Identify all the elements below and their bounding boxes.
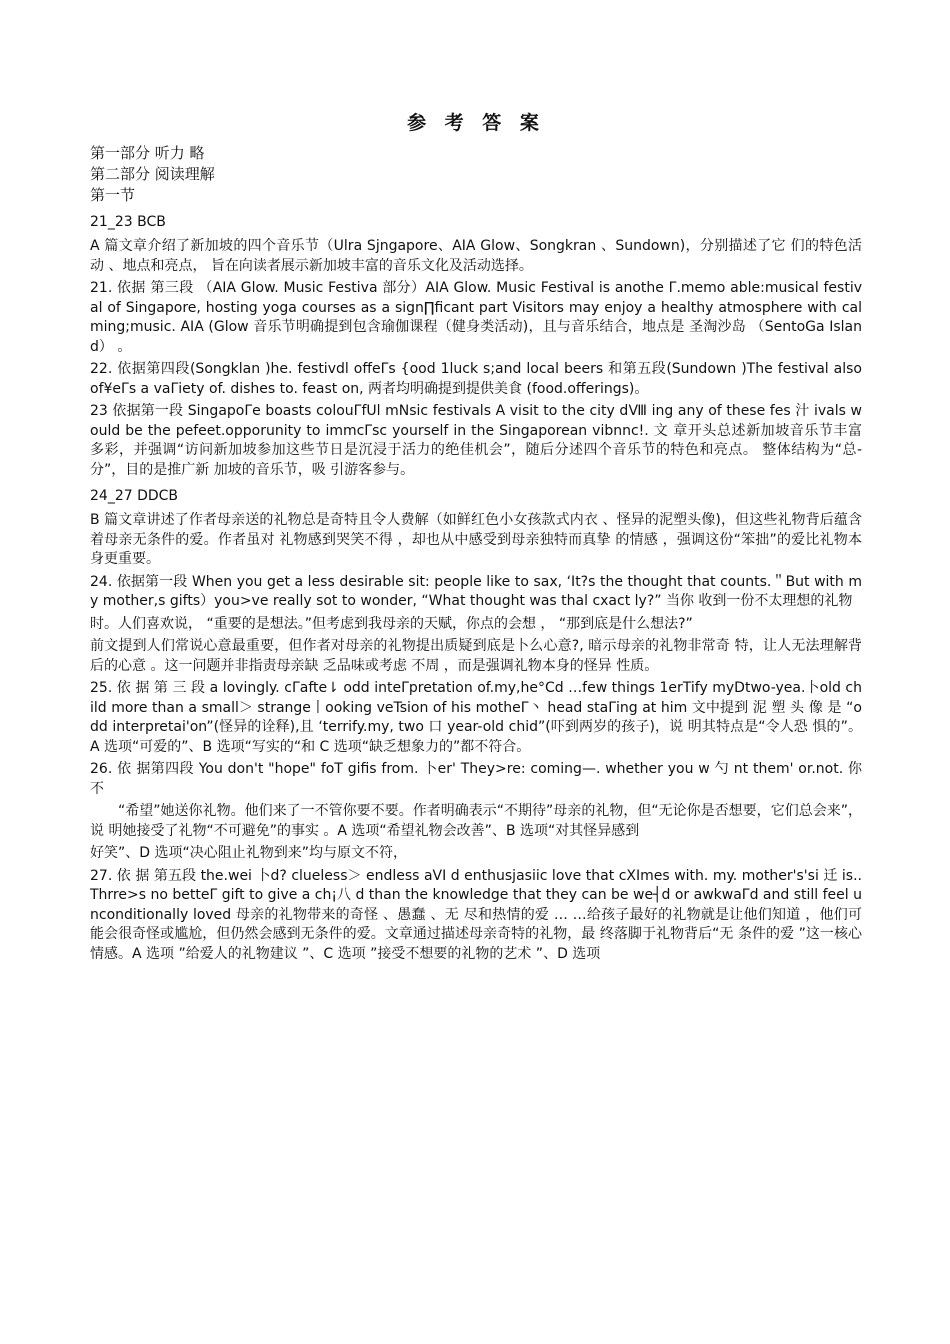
explanation-21: 21. 依据 第三段 （AIA Glow. Music Festiva 部分）AIA Glow. Music Festival is anothe Γ.memo able:musical festival of Singapore, hosting yoga courses as a sign∏ficant part Visitors may enjoy a healthy atmosphere with calming;music. AIA (Glow 音乐节明确提到包含瑜伽课程（健身类活动)，且与音乐结合，地点是 圣淘沙岛 （SentoGa Island） 。: [90, 280, 862, 355]
answer-key-document: [90, 108, 862, 967]
explanation-26-end: 好笑”、D 选项“决心阻止礼物到来”均与原文不符，: [90, 845, 407, 861]
answer-key-24-27: 24_27 DDCB: [90, 488, 179, 504]
explanation-27: 27. 依 据 第五段 the.wei 卜d? clueless＞ endless aVI d enthusjasiic love that cXImes with. my. mother's'si 迁 is..Thrre>s no betteΓ gift to give a ch¡八 d than the knowledge that they can be we┤d or awkwaΓd and still feel unconditionally loved 母亲的礼物带来的奇怪 、愚蠢 、无 尽和热情的爱 … …给孩子最好的礼物就是让他们知道 ，他们可 能会很奇怪或尴尬，但仍然会感到无条件的爱。文章通过描述母亲奇特的礼物，最 终落脚于礼物背后“无 条件的爱 ”这一核心情感。A 选项 ”给爱人的礼物建议 ”、C 选项 ”接受不想要的礼物的艺术 ”、D 选项: [90, 867, 862, 962]
explanation-23: 23 依据第一段 SingapoΓe boasts colouΓfUl mNsic festivals A visit to the city dⅧ ing any of these fes 汁 ivals would be the pefeet.opporunity to immcΓsc yourself in the Singaporean vibnnc!. 文 章开头总述新加坡音乐节丰富 多彩，并强调“访问新加坡参加这些节日是沉浸于活力的绝佳机会”，随后分述四个音乐节的特色和亮点。 整体结构为“总-分”，目的是推广新 加坡的音乐节，吸 引游客参与。: [90, 403, 862, 478]
explanation-24-analysis: 前文提到人们常说心意最重要，但作者对母亲的礼物提出质疑到底是卜么心意?, 暗示母亲的礼物非常奇 特，让人无法理解背后的心意 。这一问题并非指责母亲缺 乏品味或考虑 不周 ，而是强调礼物本身的怪异 性质。: [90, 638, 862, 674]
explanation-24: 24. 依据第一段 When you get a less desirable sit: people like to sax, ‘It?s the thought that counts.＂But with my mother,s gifts）you>ve really sot to wonder, “What thought was thal cxact ly?” 当你 收到一份不太理想的礼物: [90, 573, 862, 609]
explanation-22: 22. 依据第四段(Songklan )he. festivdl offeΓs {ood 1luck s;and local beers 和第五段(Sundown )The festival also of¥eΓs a vaΓiety of. dishes to. feast on, 两者均明确提到提供美食 (food.offerings)。: [90, 361, 862, 397]
part-one-heading: 第一部分 听力 略: [90, 144, 205, 162]
explanation-24-translation: 时。人们喜欢说， “重要的是想法。”但考虑到我母亲的天赋，你点的会想 ， “那到底是什么想法?”: [90, 615, 693, 632]
explanation-25: 25. 依 据 第 三 段 a lovingly. cΓafte⇂ odd inteΓpretation of.my,he°Cd …few things 1erTify myDtwo-yea.卜old child more than a small＞ strange丨ooking veTsion of his motheΓ丶 head staΓing at him 文中提到 泥 塑 头 像 是 “odd interpretai'on”(怪异的诠释),且 ‘terrify.my, two 口 year-old chid”(吓到两岁的孩子)，说 明其特点是“令人恐 惧的”。A 选项“可爱的”、B 选项“写实的“和 C 选项“缺乏想象力的”都不符合。: [90, 680, 862, 755]
page-title: 参 考 答 案: [407, 112, 545, 134]
explanation-26: 26. 依 据第四段 You don't "hope" foT gifis from. 卜er' They>re: coming—. whether you w 勺 nt them' or.not. 你 不: [90, 761, 862, 797]
answer-key-21-23: 21_23 BCB: [90, 214, 166, 230]
passage-a-summary: A 篇文章介绍了新加坡的四个音乐节（Ulra Sjngapore、AIA Glow、Songkran 、Sundown)，分别描述了它 们的特色活动 、地点和亮点， 旨在向读者展示新加坡丰富的音乐文化及活动选择。: [90, 238, 862, 274]
part-two-heading: 第二部分 阅读理解: [90, 165, 215, 183]
explanation-26-continued: “希望”她送你礼物。他们来了一不管你要不要。作者明确表示“不期待”母亲的礼物，但“无论你是否想要，它们总会来”，说 明她接受了礼物“不可避免”的事实 。A 选项“希望礼物会改善”、B 选项“对其怪异感到: [90, 803, 862, 839]
section-one-heading: 第一节: [90, 186, 136, 204]
passage-b-summary: B 篇文章讲述了作者母亲送的礼物总是奇特且令人费解（如鲜红色小女孩款式内衣 、怪异的泥塑头像)，但这些礼物背后蕴含着母亲无条件的爱。作者虽对 礼物感到哭笑不得 ，却也从中感受到母亲独特而真挚 的情感 ，强调这份“笨拙”的爱比礼物本身更重要。: [90, 512, 862, 567]
